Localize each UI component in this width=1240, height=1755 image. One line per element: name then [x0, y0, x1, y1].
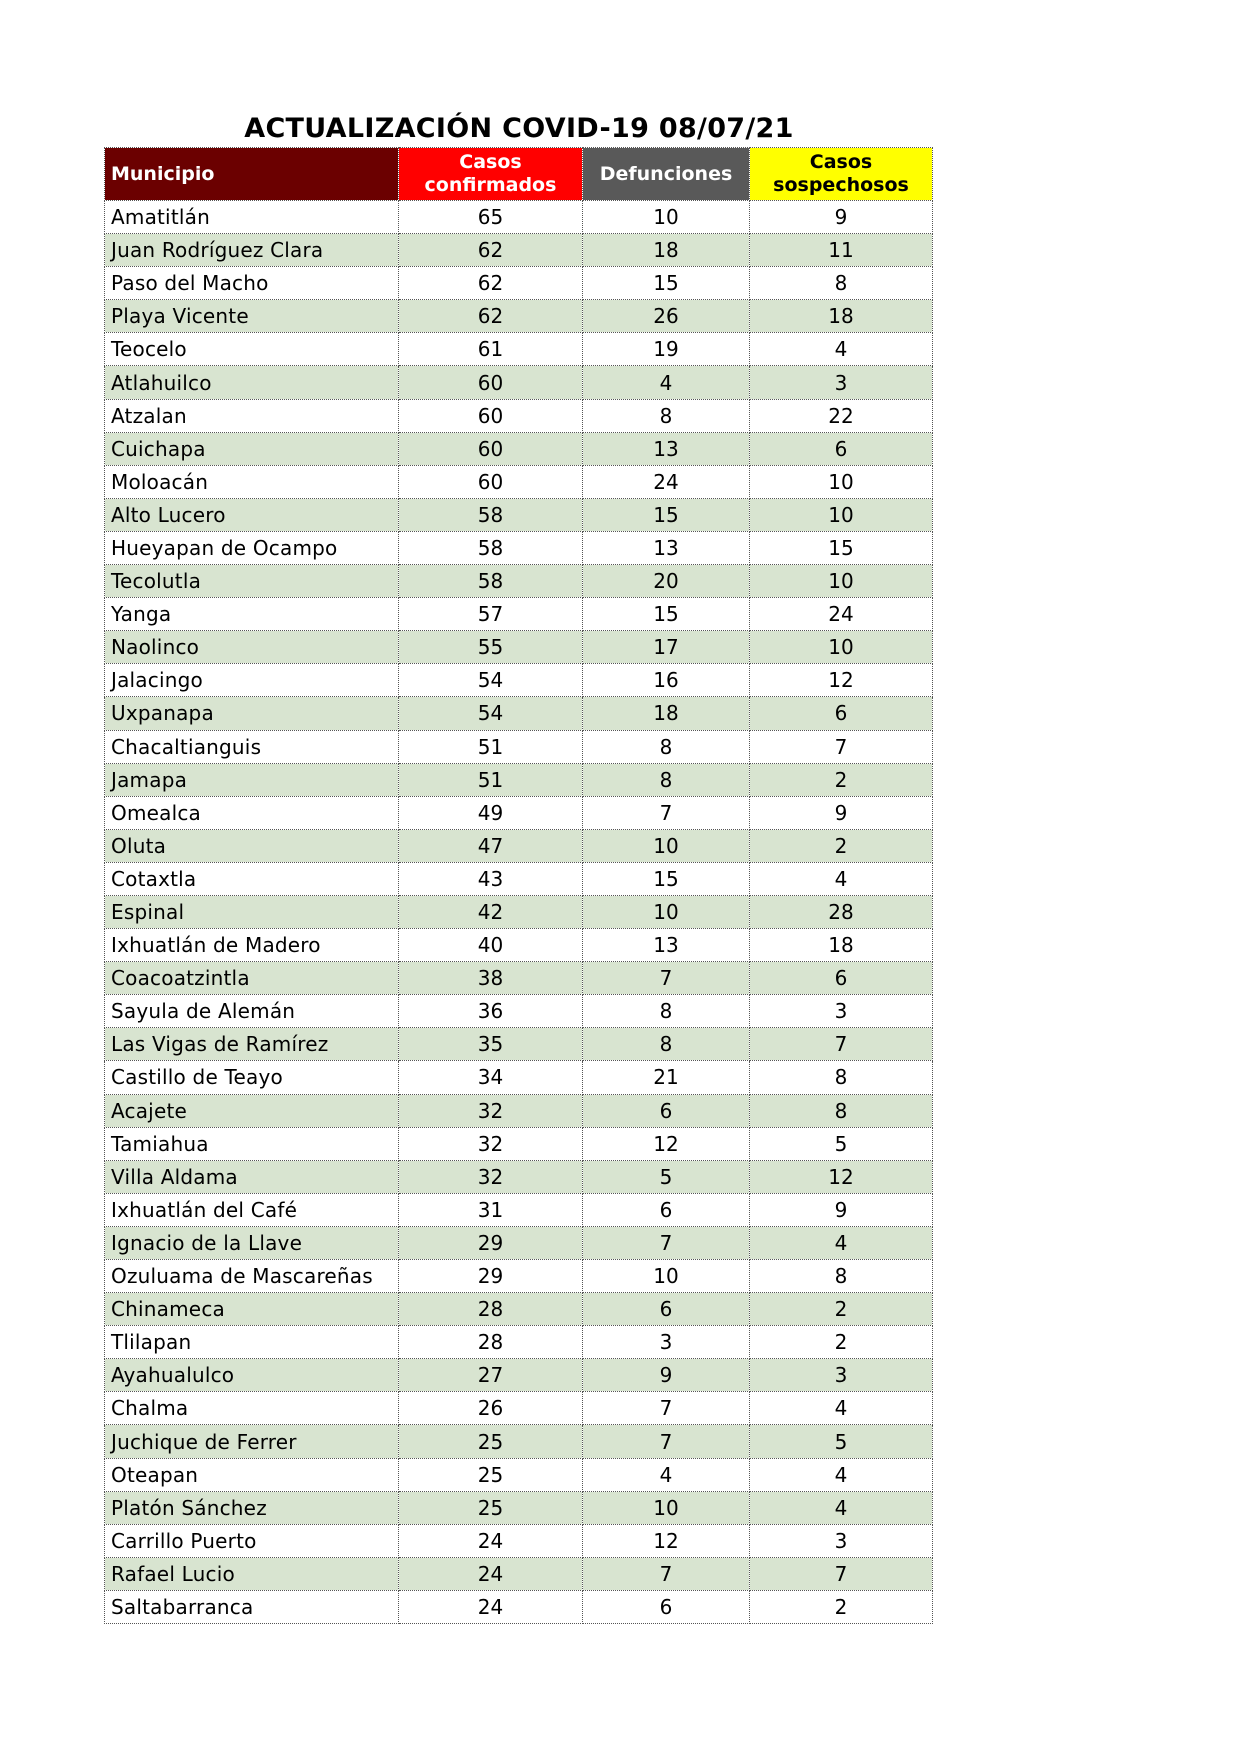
cell-defunciones: 7: [583, 1425, 750, 1458]
cell-municipio: Paso del Macho: [105, 267, 399, 300]
cell-municipio: Chalma: [105, 1392, 399, 1425]
cell-casos-confirmados: 58: [399, 498, 583, 531]
cell-casos-confirmados: 28: [399, 1293, 583, 1326]
table-row: [105, 1590, 933, 1623]
cell-casos-confirmados: 36: [399, 995, 583, 1028]
cell-defunciones: 12: [583, 1524, 750, 1557]
cell-casos-sospechosos: 7: [750, 1028, 933, 1061]
cell-defunciones: 24: [583, 465, 750, 498]
cell-casos-confirmados: 31: [399, 1193, 583, 1226]
table-row: [105, 929, 933, 962]
cell-casos-confirmados: 54: [399, 664, 583, 697]
cell-defunciones: 17: [583, 631, 750, 664]
cell-municipio: Ixhuatlán de Madero: [105, 929, 399, 962]
cell-casos-sospechosos: 5: [750, 1425, 933, 1458]
cell-casos-confirmados: 51: [399, 763, 583, 796]
cell-casos-sospechosos: 9: [750, 796, 933, 829]
cell-casos-sospechosos: 3: [750, 1524, 933, 1557]
cell-casos-sospechosos: 3: [750, 1359, 933, 1392]
cell-casos-sospechosos: 12: [750, 1160, 933, 1193]
cell-casos-sospechosos: 6: [750, 697, 933, 730]
cell-casos-sospechosos: 10: [750, 465, 933, 498]
cell-municipio: Naolinco: [105, 631, 399, 664]
cell-casos-confirmados: 25: [399, 1458, 583, 1491]
cell-municipio: Jamapa: [105, 763, 399, 796]
cell-casos-confirmados: 29: [399, 1260, 583, 1293]
table-row: [105, 895, 933, 928]
cell-municipio: Oteapan: [105, 1458, 399, 1491]
cell-casos-confirmados: 62: [399, 234, 583, 267]
cell-municipio: Chinameca: [105, 1293, 399, 1326]
cell-municipio: Cuichapa: [105, 432, 399, 465]
cell-municipio: Ixhuatlán del Café: [105, 1193, 399, 1226]
cell-defunciones: 16: [583, 664, 750, 697]
table-row: [105, 763, 933, 796]
table-row: [105, 1326, 933, 1359]
cell-municipio: Espinal: [105, 895, 399, 928]
cell-municipio: Platón Sánchez: [105, 1491, 399, 1524]
table-row: [105, 234, 933, 267]
cell-casos-sospechosos: 5: [750, 1127, 933, 1160]
cell-municipio: Castillo de Teayo: [105, 1061, 399, 1094]
cell-casos-confirmados: 24: [399, 1590, 583, 1623]
covid-table: [104, 147, 933, 1624]
cell-casos-sospechosos: 7: [750, 1557, 933, 1590]
cell-casos-sospechosos: 12: [750, 664, 933, 697]
cell-casos-confirmados: 61: [399, 333, 583, 366]
table-row: [105, 565, 933, 598]
table-row: [105, 598, 933, 631]
cell-defunciones: 6: [583, 1193, 750, 1226]
cell-municipio: Moloacán: [105, 465, 399, 498]
table-row: [105, 1226, 933, 1259]
cell-casos-sospechosos: 8: [750, 1061, 933, 1094]
cell-casos-sospechosos: 9: [750, 201, 933, 234]
cell-casos-confirmados: 32: [399, 1094, 583, 1127]
cell-defunciones: 6: [583, 1293, 750, 1326]
cell-casos-confirmados: 65: [399, 201, 583, 234]
cell-casos-confirmados: 55: [399, 631, 583, 664]
cell-municipio: Ozuluama de Mascareñas: [105, 1260, 399, 1293]
cell-defunciones: 26: [583, 300, 750, 333]
cell-casos-confirmados: 27: [399, 1359, 583, 1392]
cell-casos-confirmados: 25: [399, 1491, 583, 1524]
cell-defunciones: 12: [583, 1127, 750, 1160]
cell-municipio: Coacoatzintla: [105, 962, 399, 995]
cell-municipio: Saltabarranca: [105, 1590, 399, 1623]
cell-casos-confirmados: 32: [399, 1160, 583, 1193]
cell-defunciones: 10: [583, 201, 750, 234]
cell-casos-sospechosos: 2: [750, 763, 933, 796]
cell-defunciones: 8: [583, 730, 750, 763]
cell-defunciones: 3: [583, 1326, 750, 1359]
cell-casos-confirmados: 60: [399, 366, 583, 399]
cell-casos-confirmados: 54: [399, 697, 583, 730]
table-row: [105, 366, 933, 399]
cell-municipio: Uxpanapa: [105, 697, 399, 730]
cell-defunciones: 15: [583, 598, 750, 631]
cell-casos-sospechosos: 4: [750, 333, 933, 366]
table-row: [105, 498, 933, 531]
cell-casos-confirmados: 28: [399, 1326, 583, 1359]
cell-casos-sospechosos: 6: [750, 962, 933, 995]
cell-casos-confirmados: 58: [399, 565, 583, 598]
cell-casos-confirmados: 26: [399, 1392, 583, 1425]
table-row: [105, 1458, 933, 1491]
cell-casos-confirmados: 62: [399, 267, 583, 300]
table-row: [105, 1557, 933, 1590]
cell-casos-confirmados: 60: [399, 432, 583, 465]
cell-municipio: Omealca: [105, 796, 399, 829]
cell-defunciones: 10: [583, 1260, 750, 1293]
cell-casos-sospechosos: 24: [750, 598, 933, 631]
cell-municipio: Cotaxtla: [105, 862, 399, 895]
cell-municipio: Juchique de Ferrer: [105, 1425, 399, 1458]
cell-casos-sospechosos: 28: [750, 895, 933, 928]
cell-municipio: Las Vigas de Ramírez: [105, 1028, 399, 1061]
cell-casos-confirmados: 35: [399, 1028, 583, 1061]
cell-municipio: Tlilapan: [105, 1326, 399, 1359]
header-casos-sospechosos: Casos sospechosos: [750, 148, 933, 201]
cell-casos-sospechosos: 8: [750, 267, 933, 300]
table-row: [105, 531, 933, 564]
table-row: [105, 1193, 933, 1226]
cell-defunciones: 10: [583, 829, 750, 862]
cell-casos-sospechosos: 22: [750, 399, 933, 432]
cell-defunciones: 15: [583, 267, 750, 300]
table-row: [105, 1160, 933, 1193]
table-row: [105, 432, 933, 465]
cell-defunciones: 6: [583, 1094, 750, 1127]
table-row: [105, 267, 933, 300]
cell-municipio: Chacaltianguis: [105, 730, 399, 763]
cell-defunciones: 8: [583, 399, 750, 432]
header-municipio: Municipio: [105, 148, 399, 201]
cell-defunciones: 8: [583, 763, 750, 796]
cell-municipio: Amatitlán: [105, 201, 399, 234]
cell-casos-sospechosos: 4: [750, 1458, 933, 1491]
cell-defunciones: 20: [583, 565, 750, 598]
cell-casos-sospechosos: 2: [750, 1590, 933, 1623]
header-row: [105, 148, 933, 201]
cell-municipio: Ayahualulco: [105, 1359, 399, 1392]
cell-casos-confirmados: 40: [399, 929, 583, 962]
table-row: [105, 1061, 933, 1094]
cell-casos-sospechosos: 4: [750, 1491, 933, 1524]
cell-casos-confirmados: 42: [399, 895, 583, 928]
cell-casos-sospechosos: 8: [750, 1094, 933, 1127]
table-row: [105, 664, 933, 697]
table-row: [105, 730, 933, 763]
cell-municipio: Yanga: [105, 598, 399, 631]
cell-casos-confirmados: 34: [399, 1061, 583, 1094]
table-row: [105, 1524, 933, 1557]
cell-defunciones: 15: [583, 862, 750, 895]
cell-defunciones: 13: [583, 432, 750, 465]
cell-defunciones: 5: [583, 1160, 750, 1193]
cell-municipio: Hueyapan de Ocampo: [105, 531, 399, 564]
cell-casos-sospechosos: 3: [750, 995, 933, 1028]
cell-defunciones: 10: [583, 895, 750, 928]
table-row: [105, 1392, 933, 1425]
cell-defunciones: 6: [583, 1590, 750, 1623]
table-row: [105, 201, 933, 234]
cell-municipio: Alto Lucero: [105, 498, 399, 531]
cell-casos-confirmados: 58: [399, 531, 583, 564]
cell-casos-confirmados: 24: [399, 1524, 583, 1557]
cell-casos-confirmados: 47: [399, 829, 583, 862]
cell-defunciones: 4: [583, 366, 750, 399]
cell-casos-sospechosos: 7: [750, 730, 933, 763]
header-casos-confirmados: Casos confirmados: [399, 148, 583, 201]
cell-casos-sospechosos: 2: [750, 1293, 933, 1326]
cell-municipio: Playa Vicente: [105, 300, 399, 333]
cell-defunciones: 15: [583, 498, 750, 531]
table-row: [105, 1293, 933, 1326]
cell-municipio: Sayula de Alemán: [105, 995, 399, 1028]
table-row: [105, 1028, 933, 1061]
table-row: [105, 995, 933, 1028]
cell-defunciones: 7: [583, 1557, 750, 1590]
cell-defunciones: 19: [583, 333, 750, 366]
cell-casos-sospechosos: 11: [750, 234, 933, 267]
cell-casos-confirmados: 49: [399, 796, 583, 829]
cell-casos-sospechosos: 6: [750, 432, 933, 465]
cell-defunciones: 4: [583, 1458, 750, 1491]
cell-municipio: Atzalan: [105, 399, 399, 432]
cell-casos-sospechosos: 2: [750, 829, 933, 862]
table-row: [105, 399, 933, 432]
cell-municipio: Jalacingo: [105, 664, 399, 697]
cell-defunciones: 7: [583, 1226, 750, 1259]
cell-casos-sospechosos: 8: [750, 1260, 933, 1293]
cell-defunciones: 18: [583, 234, 750, 267]
cell-casos-sospechosos: 10: [750, 631, 933, 664]
table-row: [105, 796, 933, 829]
cell-casos-sospechosos: 3: [750, 366, 933, 399]
cell-casos-confirmados: 57: [399, 598, 583, 631]
cell-casos-sospechosos: 9: [750, 1193, 933, 1226]
cell-casos-confirmados: 51: [399, 730, 583, 763]
table-row: [105, 697, 933, 730]
cell-municipio: Tecolutla: [105, 565, 399, 598]
table-row: [105, 1094, 933, 1127]
cell-casos-sospechosos: 2: [750, 1326, 933, 1359]
cell-casos-sospechosos: 4: [750, 862, 933, 895]
cell-casos-confirmados: 29: [399, 1226, 583, 1259]
cell-defunciones: 18: [583, 697, 750, 730]
table-row: [105, 1260, 933, 1293]
table-row: [105, 465, 933, 498]
table-header: [105, 148, 933, 201]
table-row: [105, 962, 933, 995]
table-row: [105, 1359, 933, 1392]
cell-defunciones: 8: [583, 995, 750, 1028]
cell-casos-confirmados: 60: [399, 465, 583, 498]
table-row: [105, 1425, 933, 1458]
cell-casos-sospechosos: 10: [750, 565, 933, 598]
cell-casos-confirmados: 24: [399, 1557, 583, 1590]
cell-casos-confirmados: 62: [399, 300, 583, 333]
cell-municipio: Juan Rodríguez Clara: [105, 234, 399, 267]
header-defunciones: Defunciones: [583, 148, 750, 201]
cell-municipio: Tamiahua: [105, 1127, 399, 1160]
cell-defunciones: 7: [583, 1392, 750, 1425]
cell-municipio: Teocelo: [105, 333, 399, 366]
cell-casos-confirmados: 38: [399, 962, 583, 995]
cell-casos-sospechosos: 10: [750, 498, 933, 531]
table-row: [105, 829, 933, 862]
cell-casos-confirmados: 43: [399, 862, 583, 895]
cell-defunciones: 13: [583, 929, 750, 962]
cell-municipio: Villa Aldama: [105, 1160, 399, 1193]
table-row: [105, 862, 933, 895]
cell-municipio: Atlahuilco: [105, 366, 399, 399]
cell-casos-confirmados: 25: [399, 1425, 583, 1458]
cell-defunciones: 7: [583, 962, 750, 995]
cell-defunciones: 8: [583, 1028, 750, 1061]
cell-defunciones: 21: [583, 1061, 750, 1094]
cell-municipio: Oluta: [105, 829, 399, 862]
cell-casos-sospechosos: 15: [750, 531, 933, 564]
cell-casos-sospechosos: 4: [750, 1226, 933, 1259]
table-row: [105, 1127, 933, 1160]
cell-municipio: Carrillo Puerto: [105, 1524, 399, 1557]
cell-defunciones: 7: [583, 796, 750, 829]
cell-defunciones: 10: [583, 1491, 750, 1524]
table-row: [105, 1491, 933, 1524]
cell-defunciones: 9: [583, 1359, 750, 1392]
cell-municipio: Rafael Lucio: [105, 1557, 399, 1590]
cell-municipio: Acajete: [105, 1094, 399, 1127]
cell-defunciones: 13: [583, 531, 750, 564]
cell-casos-sospechosos: 18: [750, 929, 933, 962]
table-row: [105, 631, 933, 664]
table-body: [105, 201, 933, 1624]
table-row: [105, 300, 933, 333]
cell-casos-sospechosos: 18: [750, 300, 933, 333]
cell-municipio: Ignacio de la Llave: [105, 1226, 399, 1259]
cell-casos-confirmados: 32: [399, 1127, 583, 1160]
cell-casos-confirmados: 60: [399, 399, 583, 432]
cell-casos-sospechosos: 4: [750, 1392, 933, 1425]
table-row: [105, 333, 933, 366]
page-title: ACTUALIZACIÓN COVID-19 08/07/21: [244, 113, 794, 144]
